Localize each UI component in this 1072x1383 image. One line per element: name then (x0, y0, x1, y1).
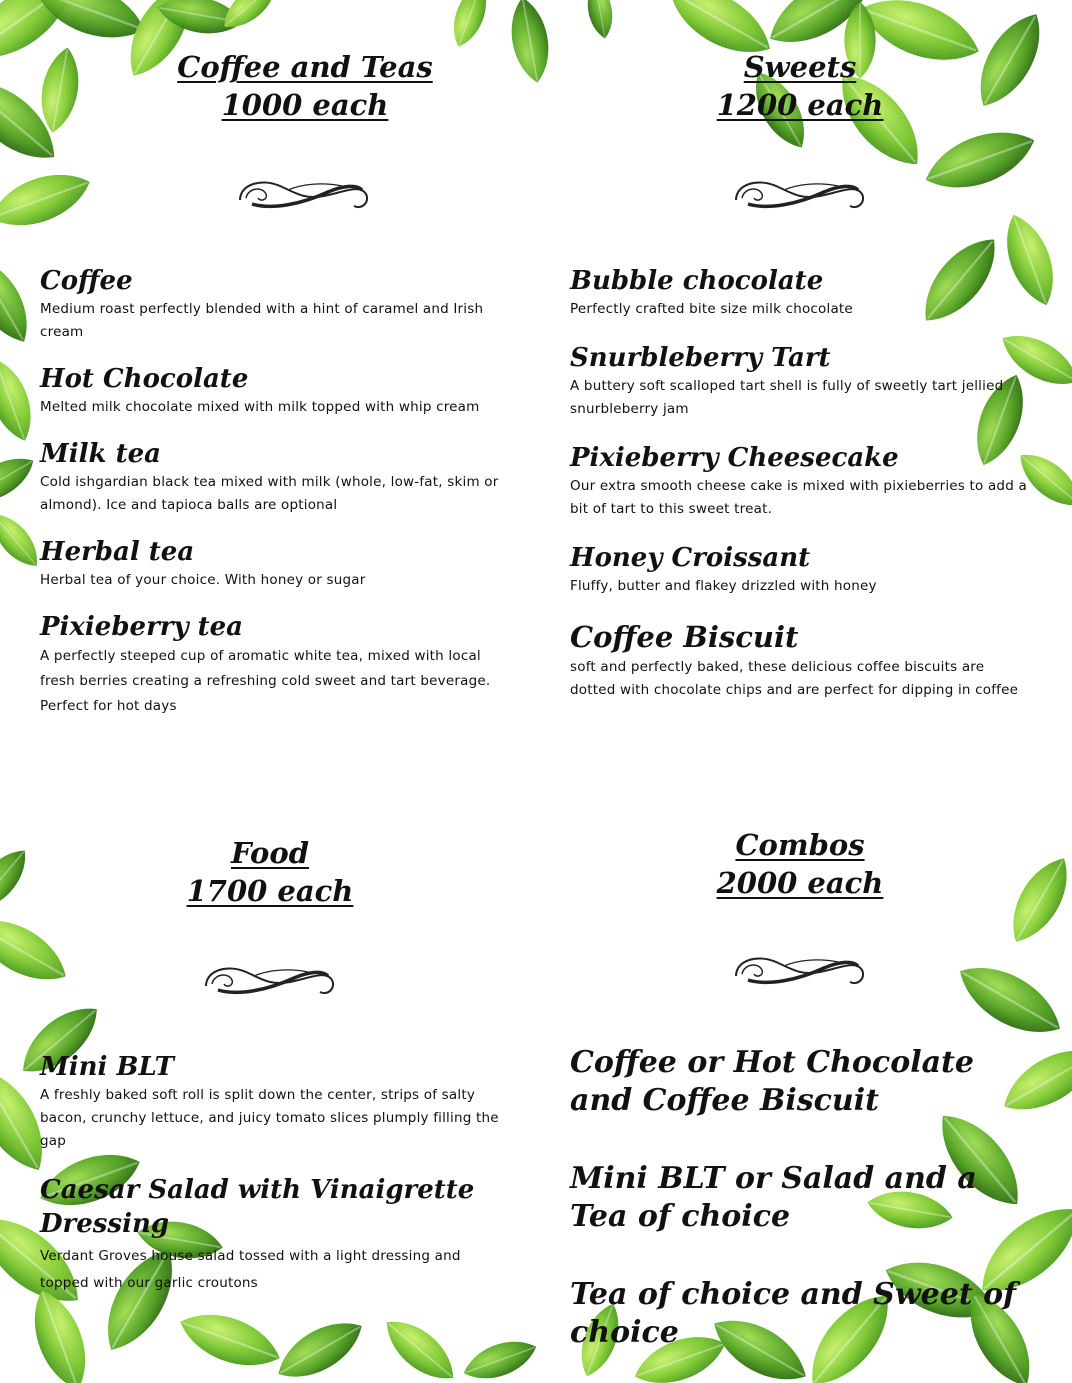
leaf-icon (0, 162, 97, 238)
flourish-icon (198, 956, 340, 1004)
item-description: Fluffy, butter and flakey drizzled with honey (570, 578, 877, 594)
food-price: 1700 each (186, 874, 354, 908)
combo-item: Coffee or Hot Chocolate and Coffee Biscuit (570, 1045, 974, 1118)
food-heading (140, 834, 400, 910)
item-description: Medium roast perfectly blended with a hint of caramel and Irish cream (40, 301, 484, 340)
list-item (40, 537, 510, 592)
leaf-icon (459, 1332, 542, 1383)
food-list (40, 1052, 510, 1297)
item-description: Verdant Groves house salad tossed with a light dressing and topped with our garlic croutons (40, 1248, 461, 1291)
list-item (40, 1052, 510, 1153)
item-description: Our extra smooth cheese cake is mixed with pixieberries to add a bit of tart to this sweet treat. (570, 478, 1027, 517)
leaf-icon (446, 0, 495, 51)
coffee-teas-heading (150, 48, 460, 124)
item-name: Pixieberry Cheesecake (570, 443, 899, 473)
sweets-title: Sweets (743, 50, 857, 84)
combo-item: Tea of choice and Sweet of choice (570, 1277, 1017, 1350)
flourish-icon (728, 946, 870, 994)
item-name: Herbal tea (40, 537, 195, 567)
item-name: Pixieberry tea (40, 612, 244, 642)
leaf-icon (376, 1309, 465, 1383)
item-description: soft and perfectly baked, these delicious coffee biscuits are dotted with chocolate chips and are perfect for dipping in coffee (570, 659, 1019, 698)
coffee-teas-price: 1000 each (221, 88, 389, 122)
item-name: Hot Chocolate (40, 364, 249, 394)
list-item (40, 1173, 510, 1297)
leaf-icon (918, 118, 1042, 201)
leaf-icon (215, 0, 284, 37)
item-description: Cold ishgardian black tea mixed with milk (whole, low-fat, skim or almond). Ice and tapioca balls are optional (40, 474, 499, 513)
sweets-list (570, 266, 1030, 702)
flourish-icon (232, 170, 374, 218)
list-item (570, 343, 1030, 421)
item-description: A perfectly steeped cup of aromatic white tea, mixed with local fresh berries creating a refreshing cold sweet and tart beverage. Perfect for hot days (40, 648, 491, 714)
list-item (570, 620, 1030, 702)
leaf-icon (0, 249, 41, 352)
list-item (40, 364, 510, 419)
leaf-icon (0, 905, 76, 995)
sweets-price: 1200 each (716, 88, 884, 122)
item-name: Honey Croissant (570, 543, 811, 573)
leaf-icon (173, 1302, 287, 1378)
combos-price: 2000 each (716, 866, 884, 900)
food-title: Food (231, 836, 309, 870)
list-item (40, 439, 510, 517)
combos-list (570, 1044, 1030, 1352)
combos-heading (670, 826, 930, 902)
item-name: Coffee Biscuit (570, 620, 799, 654)
leaf-icon (965, 4, 1055, 117)
item-name: Milk tea (40, 439, 161, 469)
leaf-icon (583, 0, 616, 40)
leaf-icon (0, 841, 37, 920)
item-name: Snurbleberry Tart (570, 343, 831, 373)
list-item (40, 266, 510, 344)
item-description: Perfectly crafted bite size milk chocolate (570, 301, 853, 317)
item-description: A freshly baked soft roll is split down the center, strips of salty bacon, crunchy lettuce, and juicy tomato slices plumply filling the gap (40, 1087, 499, 1149)
coffee-teas-title: Coffee and Teas (177, 50, 433, 84)
list-item (40, 612, 510, 719)
flourish-icon (728, 170, 870, 218)
leaf-icon (35, 44, 85, 135)
leaf-icon (269, 1309, 372, 1383)
leaf-icon (505, 0, 555, 86)
list-item (570, 266, 1030, 321)
list-item (570, 543, 1030, 598)
item-description: Melted milk chocolate mixed with milk topped with whip cream (40, 399, 480, 415)
sweets-heading (660, 48, 940, 124)
item-name: Caesar Salad with Vinaigrette Dressing (40, 1175, 475, 1239)
leaf-icon (0, 353, 41, 446)
combo-item: Mini BLT or Salad and a Tea of choice (570, 1161, 977, 1234)
item-name: Mini BLT (40, 1052, 174, 1082)
item-name: Coffee (40, 266, 133, 296)
item-name: Bubble chocolate (570, 266, 824, 296)
coffee-teas-list (40, 266, 510, 719)
item-description: Herbal tea of your choice. With honey or sugar (40, 572, 366, 588)
list-item (570, 443, 1030, 521)
leaf-icon (0, 447, 41, 512)
leaf-icon (948, 951, 1071, 1049)
leaf-icon (999, 849, 1072, 952)
item-description: A buttery soft scalloped tart shell is fully of sweetly tart jellied snurbleberry jam (570, 378, 1004, 417)
combos-title: Combos (735, 828, 865, 862)
